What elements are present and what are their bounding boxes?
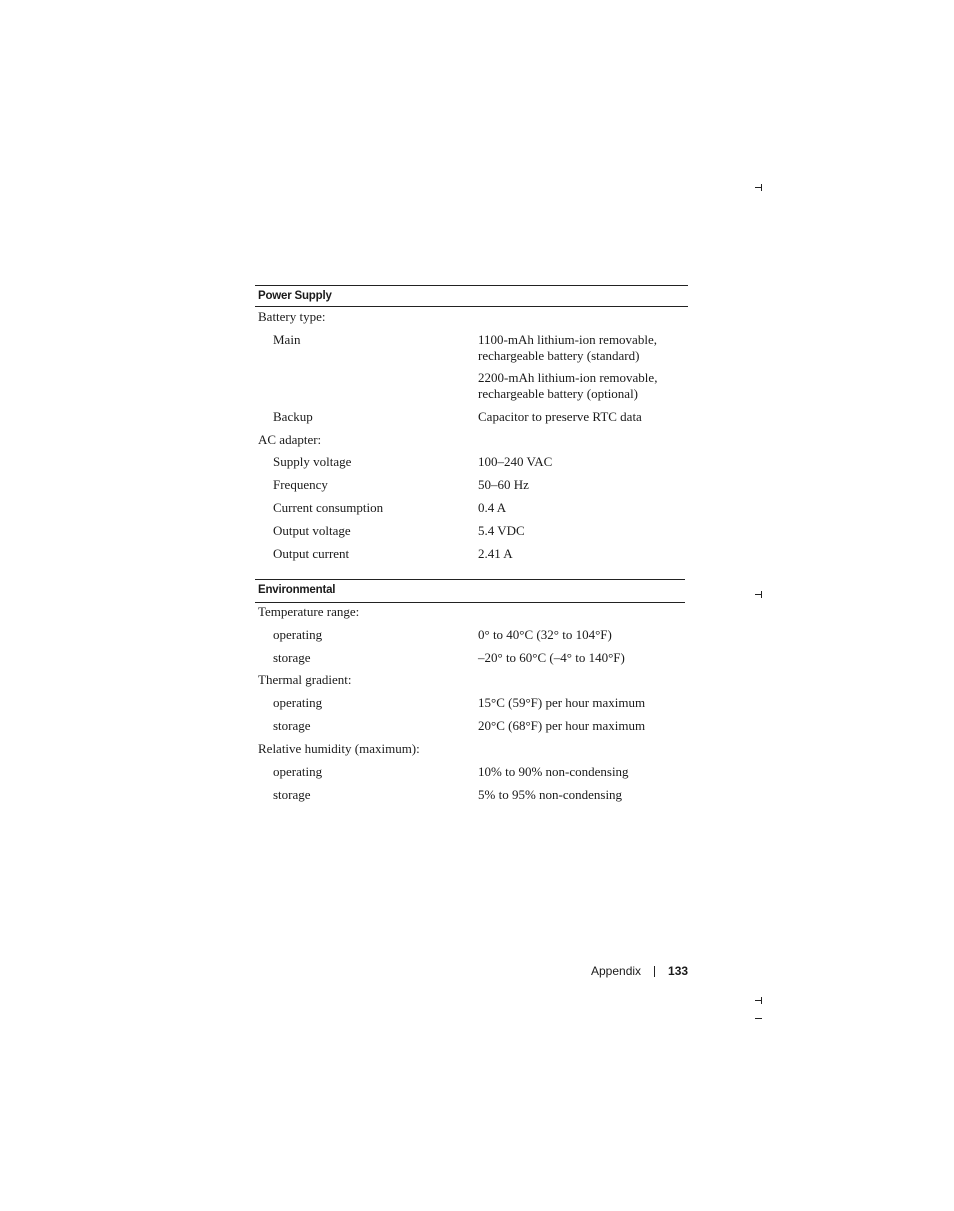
spec-row [255, 546, 688, 569]
spec-row [255, 309, 688, 332]
spec-label: Current consumption [273, 500, 384, 515]
spec-row [255, 695, 685, 718]
spec-label: Output voltage [273, 523, 351, 538]
spec-value: 15°C (59°F) per hour maximum [478, 695, 646, 710]
spec-value: Capacitor to preserve RTC data [478, 409, 642, 424]
spec-value: 20°C (68°F) per hour maximum [478, 718, 646, 733]
page-footer [591, 963, 688, 979]
section-title: Environmental [255, 579, 685, 603]
spec-row [255, 523, 688, 546]
spec-label: storage [273, 718, 311, 733]
spec-row [255, 432, 688, 454]
spec-label: AC adapter: [258, 432, 322, 447]
section-title: Power Supply [255, 285, 688, 307]
spec-row [255, 741, 685, 764]
footer-separator [654, 966, 655, 977]
crop-mark-bottom-dash [755, 1015, 762, 1022]
spec-value: –20° to 60°C (–4° to 140°F) [478, 650, 625, 665]
spec-value: 50–60 Hz [478, 477, 529, 492]
spec-row [255, 650, 685, 672]
spec-label: Supply voltage [273, 454, 352, 469]
spec-row [255, 332, 688, 370]
spec-value: 5.4 VDC [478, 523, 525, 538]
spec-value: 5% to 95% non-condensing [478, 787, 623, 802]
spec-value: 100–240 VAC [478, 454, 553, 469]
spec-row [255, 500, 688, 523]
spec-label: Main [273, 332, 301, 347]
spec-row [255, 718, 685, 741]
spec-row [255, 604, 685, 627]
spec-label: Thermal gradient: [258, 672, 352, 687]
spec-label: Temperature range: [258, 604, 360, 619]
crop-mark-top [755, 184, 762, 191]
spec-label: operating [273, 695, 323, 710]
spec-row [255, 477, 688, 500]
environmental-section [255, 579, 685, 810]
page-number: 133 [668, 964, 689, 978]
spec-label: Relative humidity (maximum): [258, 741, 420, 756]
spec-row [255, 787, 685, 810]
footer-chapter: Appendix [591, 964, 642, 978]
spec-label: operating [273, 764, 323, 779]
power-supply-section [255, 285, 688, 569]
spec-label: storage [273, 650, 311, 665]
spec-label: Frequency [273, 477, 328, 492]
spec-row [255, 672, 685, 695]
spec-row [255, 627, 685, 650]
spec-label: Backup [273, 409, 313, 424]
spec-value: 2.41 A [478, 546, 513, 561]
spec-row [255, 764, 685, 787]
spec-value: 0° to 40°C (32° to 104°F) [478, 627, 612, 642]
spec-label: Output current [273, 546, 350, 561]
crop-mark-bottom [755, 997, 762, 1004]
spec-row [255, 454, 688, 477]
spec-label: storage [273, 787, 311, 802]
spec-label: Battery type: [258, 309, 326, 324]
spec-value: 0.4 A [478, 500, 507, 515]
spec-value: 1100-mAh lithium-ion removable, rechargeable battery (standard) [478, 332, 657, 363]
crop-mark-middle [755, 591, 762, 598]
spec-label: operating [273, 627, 323, 642]
spec-value: 10% to 90% non-condensing [478, 764, 629, 779]
spec-value: 2200-mAh lithium-ion removable, rechargeable battery (optional) [478, 370, 658, 401]
spec-row [255, 409, 688, 432]
spec-row [255, 370, 688, 409]
